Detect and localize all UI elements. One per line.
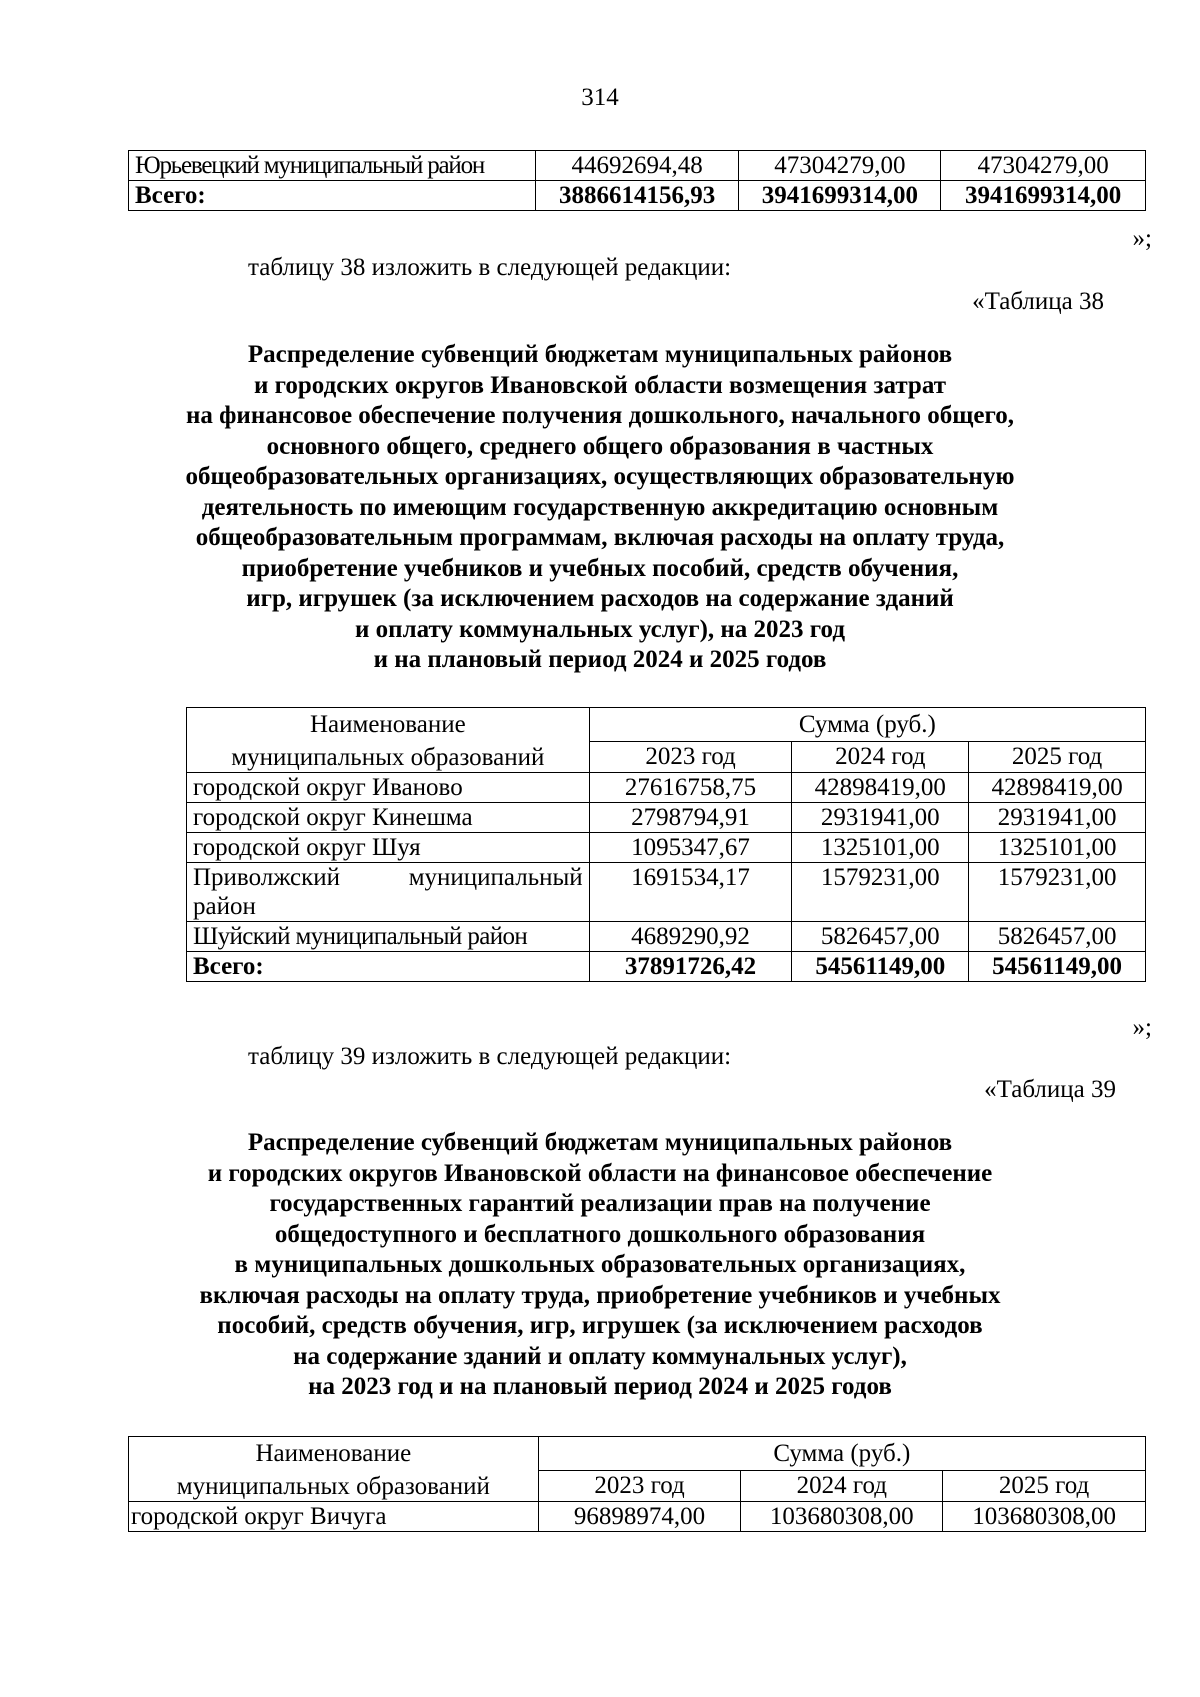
- header-name-line2: муниципальных образований: [231, 744, 545, 771]
- table-title: [0, 1128, 1200, 1403]
- total-2025: 54561149,00: [969, 952, 1146, 982]
- row-name: городской округ Иваново: [187, 773, 590, 803]
- header-row: [129, 1437, 1146, 1471]
- row-value-2023: 1095347,67: [589, 833, 792, 863]
- header-name: [129, 1437, 539, 1502]
- intro-text: таблицу 38 изложить в следующей редакции:: [248, 254, 732, 281]
- table-title: [0, 340, 1200, 676]
- header-name-line1: Наименование: [309, 711, 466, 738]
- row-value-2025: 5826457,00: [969, 922, 1146, 952]
- title-line: приобретение учебников и учебных пособий, средств обучения,: [241, 554, 959, 582]
- closing-quote: »;: [1132, 1014, 1152, 1041]
- title-line: включая расходы на оплату труда, приобретение учебников и учебных: [199, 1281, 1001, 1309]
- row-value-2024: 103680308,00: [741, 1502, 943, 1532]
- title-line: на 2023 год и на плановый период 2024 и 2025 годов: [308, 1373, 892, 1400]
- title-line: Распределение субвенций бюджетам муниципальных районов: [247, 1129, 953, 1156]
- row-value-2025: 103680308,00: [943, 1502, 1146, 1532]
- header-2024: 2024 год: [792, 741, 969, 772]
- total-row: [129, 181, 1146, 211]
- row-value-2024: 42898419,00: [792, 773, 969, 803]
- title-line: и на плановый период 2024 и 2025 годов: [373, 646, 827, 673]
- row-name: городской округ Вичуга: [129, 1502, 539, 1532]
- row-name: городской округ Кинешма: [187, 803, 590, 833]
- header-2025: 2025 год: [943, 1470, 1146, 1501]
- total-2025: 3941699314,00: [941, 181, 1146, 211]
- row-value-2025: 47304279,00: [941, 151, 1146, 181]
- total-row: [187, 952, 1146, 982]
- total-2024: 54561149,00: [792, 952, 969, 982]
- table-row: [187, 803, 1146, 833]
- header-name-line1: Наименование: [255, 1440, 412, 1467]
- header-2024: 2024 год: [741, 1470, 943, 1501]
- row-value-2023: 2798794,91: [589, 803, 792, 833]
- row-value-2023: 4689290,92: [589, 922, 792, 952]
- header-name: [187, 708, 590, 773]
- table-row: [129, 1502, 1146, 1532]
- page-number: 314: [581, 84, 619, 111]
- row-value-2023: 96898974,00: [538, 1502, 741, 1532]
- title-line: общедоступного и бесплатного дошкольного образования: [274, 1220, 926, 1248]
- title-line: и оплату коммунальных услуг), на 2023 год: [355, 615, 845, 643]
- title-line: государственных гарантий реализации прав на получение: [269, 1190, 931, 1217]
- row-value-2024: 5826457,00: [792, 922, 969, 952]
- row-value-2023: 27616758,75: [589, 773, 792, 803]
- header-sum: Сумма (руб.): [538, 1437, 1145, 1471]
- row-name: Юрьевецкий муниципальный район: [129, 151, 536, 181]
- total-label: Всего:: [187, 952, 590, 982]
- title-line: на содержание зданий и оплату коммунальных услуг),: [293, 1342, 907, 1370]
- title-line: деятельность по имеющим государственную аккредитацию основным: [201, 493, 999, 521]
- table-row: [187, 833, 1146, 863]
- table-row: [187, 922, 1146, 952]
- title-line: общеобразовательным программам, включая расходы на оплату труда,: [195, 524, 1005, 551]
- title-line: на финансовое обеспечение получения дошкольного, начального общего,: [185, 402, 1014, 429]
- header-row: [187, 708, 1146, 742]
- title-line: основного общего, среднего общего образования в частных: [266, 432, 934, 460]
- title-line: и городских округов Ивановской области возмещения затрат: [254, 371, 946, 399]
- closing-quote: »;: [1132, 225, 1152, 252]
- table-38: [186, 707, 1146, 982]
- table-row: [187, 773, 1146, 803]
- row-name: городской округ Шуя: [187, 833, 590, 863]
- total-label: Всего:: [129, 181, 536, 211]
- row-value-2024: 1579231,00: [792, 863, 969, 922]
- header-2025: 2025 год: [969, 741, 1146, 772]
- table-39: [128, 1436, 1146, 1532]
- table-row: [129, 151, 1146, 181]
- table-caption: «Таблица 39: [984, 1076, 1116, 1103]
- row-value-2025: 2931941,00: [969, 803, 1146, 833]
- table-row: [187, 863, 1146, 922]
- row-value-2023: 44692694,48: [535, 151, 739, 181]
- title-line: пособий, средств обучения, игр, игрушек (за исключением расходов: [217, 1312, 983, 1339]
- row-value-2023: 1691534,17: [589, 863, 792, 922]
- row-value-2024: 2931941,00: [792, 803, 969, 833]
- title-line: в муниципальных дошкольных образовательных организациях,: [234, 1251, 966, 1278]
- total-2024: 3941699314,00: [739, 181, 941, 211]
- row-value-2025: 1325101,00: [969, 833, 1146, 863]
- row-value-2025: 42898419,00: [969, 773, 1146, 803]
- top-table: [128, 150, 1146, 211]
- title-line: и городских округов Ивановской области на финансовое обеспечение: [207, 1159, 993, 1187]
- row-name: Приволжский муниципальный район: [187, 863, 590, 922]
- header-2023: 2023 год: [538, 1470, 741, 1501]
- header-2023: 2023 год: [589, 741, 792, 772]
- title-line: общеобразовательных организациях, осуществляющих образовательную: [185, 463, 1015, 490]
- row-value-2025: 1579231,00: [969, 863, 1146, 922]
- total-2023: 37891726,42: [589, 952, 792, 982]
- row-value-2024: 1325101,00: [792, 833, 969, 863]
- header-name-line2: муниципальных образований: [176, 1473, 490, 1500]
- header-sum: Сумма (руб.): [589, 708, 1145, 742]
- title-line: игр, игрушек (за исключением расходов на содержание зданий: [246, 585, 954, 612]
- row-name: Шуйский муниципальный район: [187, 922, 590, 952]
- title-line: Распределение субвенций бюджетам муниципальных районов: [247, 341, 953, 368]
- intro-text: таблицу 39 изложить в следующей редакции:: [248, 1043, 732, 1070]
- total-2023: 3886614156,93: [535, 181, 739, 211]
- row-value-2024: 47304279,00: [739, 151, 941, 181]
- table-caption: «Таблица 38: [972, 288, 1104, 315]
